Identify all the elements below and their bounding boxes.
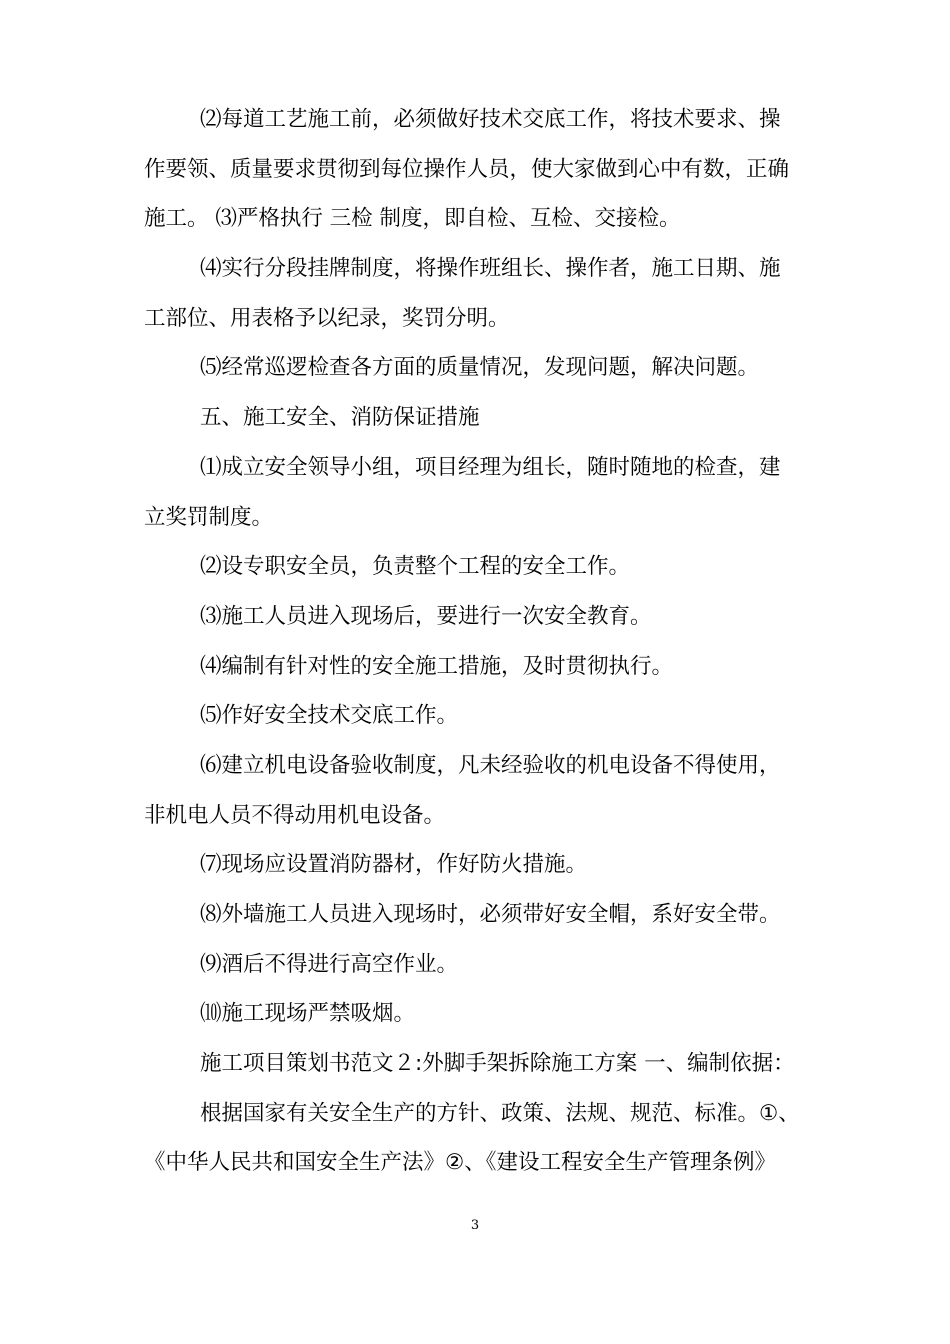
text-line: 立奖罚制度。	[144, 504, 274, 530]
text-line: 根据国家有关安全生产的方针、政策、法规、规范、标准。①、	[200, 1100, 800, 1126]
text-line: ⑵设专职安全员，负责整个工程的安全工作。	[200, 554, 631, 580]
text-line: ⑺现场应设置消防器材，作好防火措施。	[200, 852, 588, 878]
text-line: ⑵每道工艺施工前，必须做好技术交底工作，将技术要求、操	[200, 107, 781, 132]
text-line: 五、施工安全、消防保证措施	[200, 405, 480, 431]
text-line: ⑹建立机电设备验收制度，凡未经验收的机电设备不得使用，	[200, 752, 781, 778]
text-line: 施工。 ⑶严格执行 三检 制度，即自检、互检、交接检。	[144, 206, 681, 232]
page-number: 3	[470, 1218, 480, 1233]
text-line: ⑸作好安全技术交底工作。	[200, 703, 459, 729]
text-line: 施工项目策划书范文２:外脚手架拆除施工方案 一、编制依据：	[200, 1051, 795, 1077]
text-line: ⑸经常巡逻检查各方面的质量情况，发现问题，解决问题。	[200, 355, 760, 381]
text-line: ⑶施工人员进入现场后，要进行一次安全教育。	[200, 603, 652, 629]
text-line: ⑴成立安全领导小组，项目经理为组长，随时随地的检查，建	[200, 454, 781, 480]
text-line: 非机电人员不得动用机电设备。	[144, 802, 446, 828]
text-line: ⑻外墙施工人员进入现场时，必须带好安全帽，系好安全带。	[200, 902, 781, 927]
document-body	[144, 95, 816, 1188]
text-line: ⑷实行分段挂牌制度，将操作班组长、操作者，施工日期、施	[200, 256, 781, 282]
text-line: 《中华人民共和国安全生产法》②、《建设工程安全生产管理条例》	[144, 1150, 777, 1176]
text-line: ⑷编制有针对性的安全施工措施，及时贯彻执行。	[200, 653, 674, 679]
text-line: 作要领、质量要求贯彻到每位操作人员，使大家做到心中有数，正确	[144, 156, 790, 182]
text-line: 工部位、用表格予以纪录，奖罚分明。	[144, 305, 510, 331]
text-line: ⑽施工现场严禁吸烟。	[200, 1001, 416, 1027]
text-line: ⑼酒后不得进行高空作业。	[200, 951, 459, 977]
